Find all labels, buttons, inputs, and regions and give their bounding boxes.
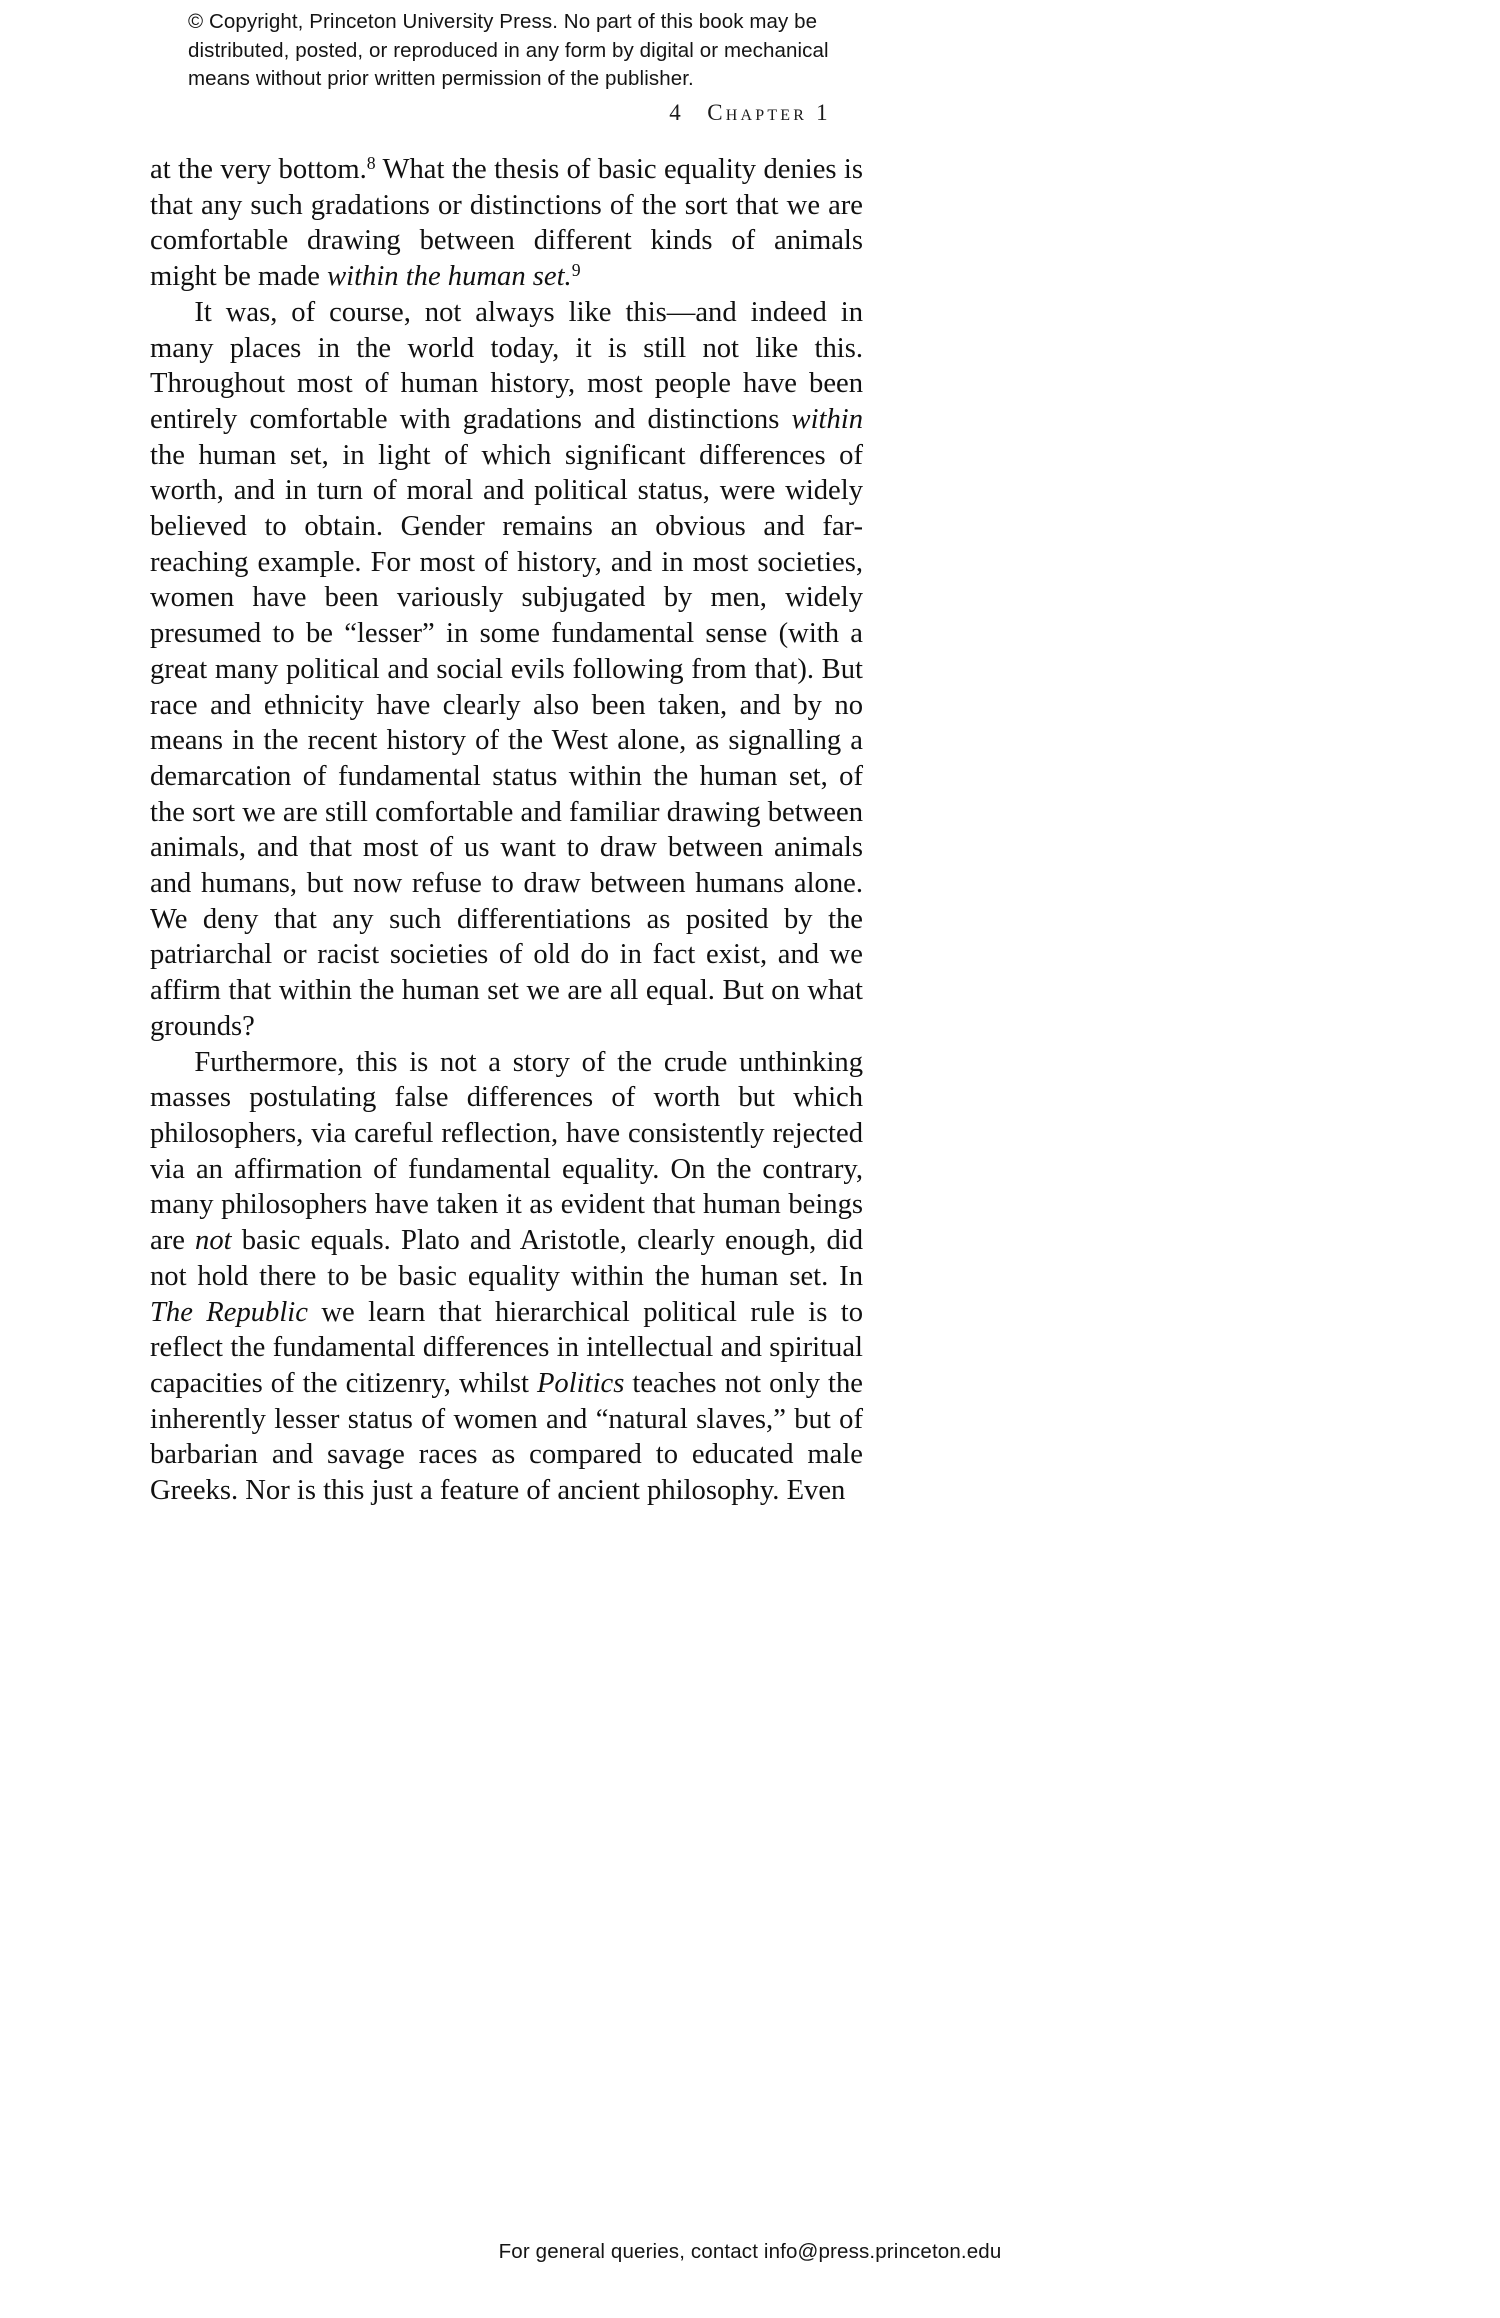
copyright-line-1: © Copyright, Princeton University Press. No part of this book may be [188, 10, 818, 33]
running-head [0, 100, 1500, 126]
para-furthermore: Furthermore, this is not a story of the crude unthinking masses postulating false differences of worth but which philosophers, via careful reflection, have consistently rejected via an affirmation of fundamental equality. On the contrary, many philosophers have taken it as evident that human beings are not basic equals. Plato and Aristotle, clearly enough, did not hold there to be basic equality within the human set. In The Republic we learn that hierarchical political rule is to reflect the fundamental differences in intellectual and spiritual capacities of the citizenry, whilst Politics teaches not only the inherently lesser status of women and “natural slaves,” but of barbarian and savage races as compared to educated male Greeks. Nor is this just a feature of ancient philosophy. Even [150, 1046, 863, 1507]
copyright-line-2: distributed, posted, or reproduced in any form by digital or mechanical [188, 38, 829, 62]
page-number: 4 [669, 100, 682, 125]
para-it-was-of-course: It was, of course, not always like this—and indeed in many places in the world today, it is still not like this. Throughout most of human history, most people have been entirely comfortable with gradations and distinctions within the human set, in light of which significant differences of worth, and in turn of moral and political status, were widely believed to obtain. Gender remains an obvious and far-reaching example. For most of history, and in most societies, women have been variously subjugated by men, widely presumed to be “lesser” in some fundamental sense (with a great many political and social evils following from that). But race and ethnicity have clearly also been taken, and by no means in the recent history of the West alone, as signalling a demarcation of fundamental status within the human set, of the sort we are still comfortable and familiar drawing between animals, and that most of us want to draw between animals and humans, but now refuse to draw between humans alone. We deny that any such differentiations as posited by the patriarchal or racist societies of old do in fact exist, and we affirm that within the human set we are all equal. But on what grounds? [150, 296, 863, 1042]
copyright-line-3: means without prior written permission of the publisher. [188, 67, 694, 90]
copyright-notice [188, 8, 888, 94]
body-text-column [150, 152, 863, 1509]
chapter-label: Chapter 1 [707, 100, 831, 125]
para-continued: at the very bottom.$^8$ What the thesis of basic equality denies is that any such gradations or distinctions of the sort that we are comfortable drawing between different kinds of animals might be made within the human set.$^9$ [150, 152, 863, 293]
page-footer: For general queries, contact info@press.princeton.edu [498, 2240, 1002, 2263]
